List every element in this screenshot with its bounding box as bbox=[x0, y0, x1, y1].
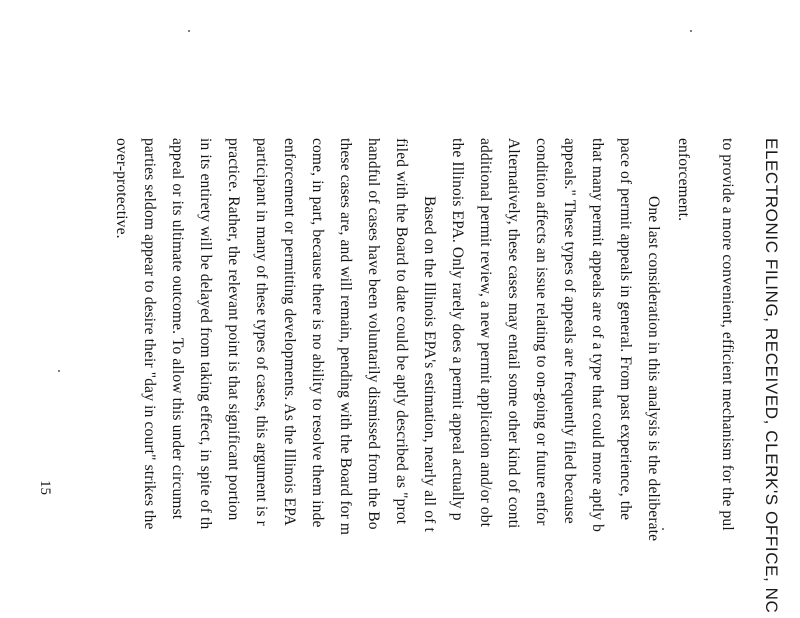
body-line-18: practice. Rather, the relevant point is that significant portion bbox=[225, 138, 242, 521]
body-line-5: that many permit appeals are of a type that could more aptly b bbox=[589, 138, 606, 533]
scan-speck bbox=[188, 30, 190, 32]
scan-speck bbox=[58, 370, 60, 372]
body-line-4: pace of permit appeals in general. From past experience, the bbox=[617, 138, 634, 521]
body-line-1: to provide a more convenient, efficient mechanism for the pul bbox=[719, 138, 736, 531]
body-line-3: One last consideration in this analysis is the deliberate bbox=[645, 196, 662, 542]
body-line-7: condition affects an issue relating to on-going or future enfor bbox=[533, 138, 550, 526]
body-line-19: in its entirety will be delayed from taking effect, in spite of th bbox=[197, 138, 214, 530]
body-line-8: Alternatively, these cases may entail some other kind of conti bbox=[505, 138, 522, 529]
scan-speck bbox=[690, 30, 692, 32]
body-line-20: appeal or its ultimate outcome. To allow this under circumst bbox=[169, 138, 186, 520]
filing-stamp-header: ELECTRONIC FILING, RECEIVED, CLERK'S OFFICE, NC bbox=[762, 138, 781, 614]
body-line-15: come, in part, because there is no ability to resolve them inde bbox=[309, 138, 326, 528]
body-line-22: over-protective. bbox=[113, 138, 130, 239]
body-line-9: additional permit review, a new permit application and/or obt bbox=[477, 138, 494, 528]
body-line-10: the Illinois EPA. Only rarely does a permit appeal actually p bbox=[449, 138, 466, 521]
body-line-21: parties seldom appear to desire their "day in court" strikes the bbox=[141, 138, 158, 530]
body-line-2: enforcement. bbox=[675, 138, 692, 222]
body-line-11: Based on the Illinois EPA's estimation, nearly all of t bbox=[421, 196, 438, 532]
page-number: 15 bbox=[37, 480, 53, 495]
body-line-16: enforcement or permitting developments. As the Illinois EPA bbox=[281, 138, 298, 526]
body-line-14: these cases are, and will remain, pending with the Board for m bbox=[337, 138, 354, 536]
body-line-12: filed with the Board to date could be aptly described as "prot bbox=[393, 138, 410, 525]
body-line-13: handful of cases have been voluntarily dismissed from the Bo bbox=[365, 138, 382, 530]
body-line-17: participant in many of these types of cases, this argument is r bbox=[253, 138, 270, 526]
scan-speck bbox=[662, 528, 664, 530]
body-line-6: appeals." These types of appeals are frequently filed because bbox=[561, 138, 578, 524]
